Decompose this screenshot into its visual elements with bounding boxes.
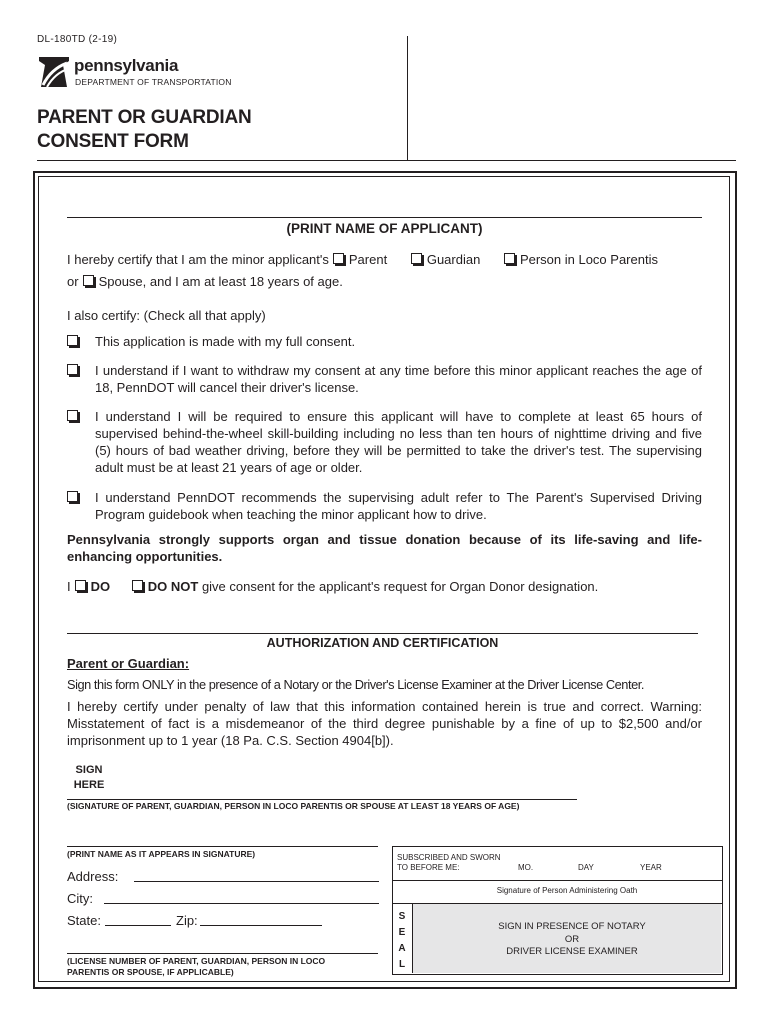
year-label: YEAR <box>640 863 662 872</box>
organ-statement: Pennsylvania strongly supports organ and tissue donation because of its life-saving and life-enhancing opportunities. <box>67 532 702 564</box>
organ-do-not-checkbox[interactable] <box>132 580 143 591</box>
spouse-checkbox[interactable] <box>83 275 94 286</box>
certify-item-3-checkbox[interactable] <box>67 410 78 421</box>
header-divider <box>37 160 736 161</box>
sign-here-line2: HERE <box>73 779 105 791</box>
penalty-text: I hereby certify under penalty of law that this information contained herein is true and correct. Warning: Misstatement of fact is a misdemeanor of the third degree punishable by a fine of up to $2,500 and/or imprisonment up to 1 year (18 Pa. C.S. Section 4904[b]). <box>67 699 702 748</box>
sign-here-line1: SIGN <box>75 764 103 776</box>
subscribed-text <box>397 853 501 873</box>
relationship-line <box>67 251 707 268</box>
organ-do-not-label: DO NOT <box>147 579 199 594</box>
certify-item-1 <box>67 333 702 350</box>
logo-wordmark: pennsylvania <box>74 56 179 75</box>
certify-item-2 <box>67 362 702 396</box>
header-divider-vertical <box>407 36 408 160</box>
parent-label: Parent <box>348 252 388 267</box>
authorization-rule <box>67 633 698 634</box>
print-name-label: (PRINT NAME AS IT APPEARS IN SIGNATURE) <box>67 849 256 859</box>
seal-letter: A <box>398 943 406 954</box>
subscribed-line1: SUBSCRIBED AND SWORN <box>397 853 501 862</box>
signature-line[interactable] <box>67 799 577 800</box>
or-text: or <box>67 274 79 289</box>
license-number-label <box>67 956 325 978</box>
sign-note: Sign this form ONLY in the presence of a Notary or the Driver's License Examiner at the Driver License Center. <box>67 677 644 692</box>
logo-department: DEPARTMENT OF TRANSPORTATION <box>75 77 232 87</box>
certify-intro: I hereby certify that I am the minor applicant's <box>67 252 329 267</box>
seal-letter: L <box>398 959 406 970</box>
authorization-heading: AUTHORIZATION AND CERTIFICATION <box>266 636 499 650</box>
organ-i: I <box>67 579 71 594</box>
keystone-logo-icon <box>37 55 71 89</box>
subscribed-line2: TO BEFORE ME: <box>397 863 460 872</box>
spouse-line <box>67 273 343 290</box>
notary-date-divider <box>392 880 722 881</box>
certify-item-3 <box>67 408 702 476</box>
zip-field[interactable] <box>200 925 322 926</box>
guardian-checkbox[interactable] <box>411 253 422 264</box>
presence-line1: SIGN IN PRESENCE OF NOTARY <box>498 921 646 932</box>
address-field[interactable] <box>134 881 379 882</box>
license-label-line1: (LICENSE NUMBER OF PARENT, GUARDIAN, PERSON IN LOCO <box>67 956 326 966</box>
city-field[interactable] <box>104 903 379 904</box>
certify-item-4-checkbox[interactable] <box>67 491 78 502</box>
city-label: City: <box>67 891 93 906</box>
sig-admin-label: Signature of Person Administering Oath <box>496 886 638 895</box>
signature-label: (SIGNATURE OF PARENT, GUARDIAN, PERSON IN LOCO PARENTIS OR SPOUSE AT LEAST 18 YEARS OF AGE) <box>67 801 520 811</box>
organ-do-label: DO <box>90 579 111 594</box>
certify-item-1-text: This application is made with my full consent. <box>95 334 356 349</box>
state-label: State: <box>67 913 101 928</box>
license-number-line[interactable] <box>67 953 378 954</box>
certify-item-3-text: I understand I will be required to ensure this applicant will have to complete at least 65 hours of supervised behind-the-wheel skill-building including no less than ten hours of nighttime driving and five (5) hours of bad weather driving, before they will be permitted to take the driver's test. The supervising adult must be at least 21 years of age or older. <box>95 409 702 475</box>
state-field[interactable] <box>105 925 171 926</box>
guardian-label: Guardian <box>426 252 481 267</box>
certify-item-2-checkbox[interactable] <box>67 364 78 375</box>
parent-checkbox[interactable] <box>333 253 344 264</box>
seal-letter: S <box>398 911 406 922</box>
applicant-name-label: (PRINT NAME OF APPLICANT) <box>286 221 483 236</box>
title-line-1: PARENT OR GUARDIAN <box>37 107 252 128</box>
zip-label: Zip: <box>176 913 198 928</box>
spouse-label: Spouse, and I am at least 18 years of age. <box>98 274 343 289</box>
print-name-line[interactable] <box>67 846 378 847</box>
title-line-2: CONSENT FORM <box>37 131 189 152</box>
loco-parentis-label: Person in Loco Parentis <box>519 252 658 267</box>
certify-item-1-checkbox[interactable] <box>67 335 78 346</box>
seal-letter: E <box>398 927 406 938</box>
certify-item-2-text: I understand if I want to withdraw my consent at any time before this minor applicant reaches the age of 18, PennDOT will cancel their driver's license. <box>95 363 702 395</box>
presence-line3: DRIVER LICENSE EXAMINER <box>506 946 638 957</box>
organ-consent-text: give consent for the applicant's request for Organ Donor designation. <box>201 579 599 594</box>
form-code: DL-180TD (2-19) <box>37 34 118 45</box>
presence-line2: OR <box>564 933 580 945</box>
presence-text <box>413 921 731 959</box>
organ-consent-line <box>67 578 598 595</box>
seal-letters <box>392 909 412 973</box>
address-label: Address: <box>67 869 119 884</box>
organ-do-checkbox[interactable] <box>75 580 86 591</box>
license-label-line2: PARENTIS OR SPOUSE, IF APPLICABLE) <box>67 967 234 977</box>
also-certify-label: I also certify: (Check all that apply) <box>67 308 266 323</box>
certify-item-4 <box>67 489 702 523</box>
parent-guardian-label: Parent or Guardian: <box>67 656 190 671</box>
page-title <box>37 106 252 154</box>
day-label: DAY <box>578 863 594 872</box>
certify-item-4-text: I understand PennDOT recommends the supervising adult refer to The Parent's Supervised Driving Program guidebook when teaching the minor applicant how to drive. <box>95 490 702 522</box>
applicant-name-line[interactable] <box>67 217 702 218</box>
month-label: MO. <box>518 863 534 872</box>
sign-here-tag <box>66 763 112 797</box>
loco-parentis-checkbox[interactable] <box>504 253 515 264</box>
